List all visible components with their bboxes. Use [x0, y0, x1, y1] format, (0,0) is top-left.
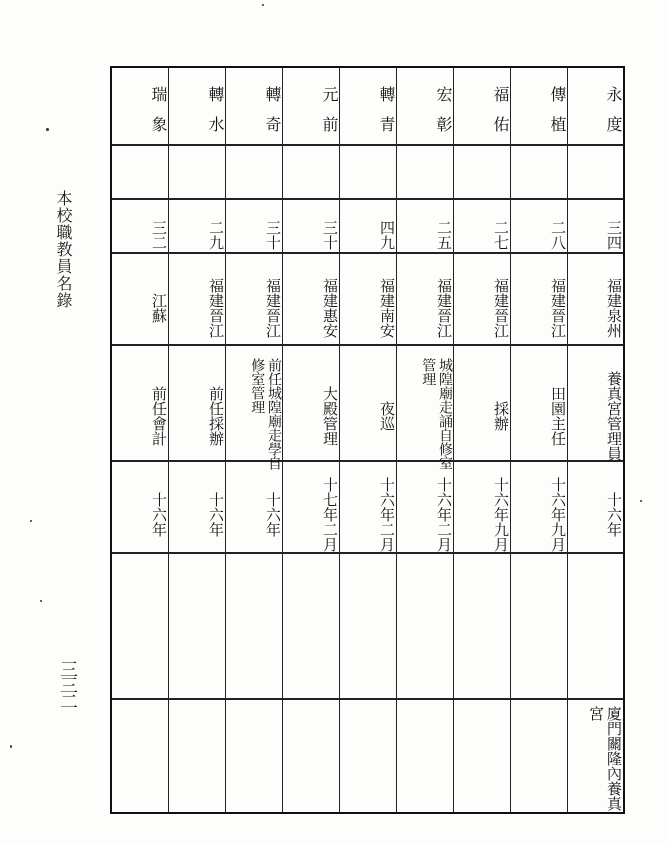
age-cell: 二五: [435, 220, 453, 250]
year-cell: 十七年二月: [321, 476, 339, 552]
scan-speck: [262, 4, 264, 6]
name-cell: 瑞象: [149, 86, 168, 146]
row-divider: [112, 698, 623, 700]
name-cell: 傳植: [548, 86, 567, 146]
previous-post-cell: 夜巡: [378, 401, 396, 431]
origin-cell: 福建晉江: [492, 278, 510, 338]
name-cell: 福佑: [491, 86, 510, 146]
origin-cell: 福建晉江: [207, 278, 225, 338]
age-cell: 四九: [378, 220, 396, 250]
scan-speck: [40, 600, 42, 602]
previous-post-cell: 大殿管理: [321, 386, 339, 446]
previous-post-cell: 前任採辦: [207, 386, 225, 446]
year-cell: 十六年: [264, 491, 282, 537]
name-cell: 轉水: [206, 86, 225, 146]
previous-post-cell: 養真宮管理員: [605, 371, 623, 461]
origin-cell: 福建晉江: [549, 278, 567, 338]
year-cell: 十六年二月: [435, 476, 453, 552]
year-cell: 十六年: [150, 491, 168, 537]
origin-cell: 福建泉州: [605, 278, 623, 338]
age-cell: 三四: [605, 220, 623, 250]
previous-post-cell: 前任會計: [150, 386, 168, 446]
age-cell: 三十: [264, 220, 282, 250]
age-cell: 三十: [321, 220, 339, 250]
origin-cell: 福建晉江: [264, 278, 282, 338]
previous-post-cell: 城隍廟走誦自修室管理: [420, 358, 453, 470]
name-cell: 元前: [320, 86, 339, 146]
scan-speck: [640, 500, 642, 502]
page-number: 三三二: [57, 660, 78, 708]
name-cell: 宏彰: [434, 86, 453, 146]
previous-post-cell: 採辦: [492, 401, 510, 431]
name-cell: 永度: [604, 86, 623, 146]
age-cell: 二七: [492, 220, 510, 250]
year-cell: 十六年二月: [378, 476, 396, 552]
name-cell: 轉奇: [263, 86, 282, 146]
name-cell: 轉青: [377, 86, 396, 146]
origin-cell: 福建南安: [378, 278, 396, 338]
origin-cell: 福建晉江: [435, 278, 453, 338]
origin-cell: 江蘇: [150, 293, 168, 323]
scan-speck: [10, 745, 12, 748]
previous-post-cell: 田園主任: [549, 386, 567, 446]
year-cell: 十六年: [605, 491, 623, 537]
age-cell: 二八: [549, 220, 567, 250]
page-side-title: 本校職教員名錄: [54, 190, 73, 309]
year-cell: 十六年九月: [492, 476, 510, 552]
year-cell: 十六年九月: [549, 476, 567, 552]
scan-speck: [46, 128, 49, 131]
age-cell: 三二: [150, 220, 168, 250]
note-cell: 廈門關隆內養真宮: [587, 706, 623, 811]
staff-register-table: [110, 66, 625, 814]
previous-post-cell: 前任城隍廟走學自修室管理: [249, 358, 282, 470]
year-cell: 十六年: [207, 491, 225, 537]
origin-cell: 福建惠安: [321, 278, 339, 338]
scan-speck: [30, 520, 32, 522]
age-cell: 二九: [207, 220, 225, 250]
